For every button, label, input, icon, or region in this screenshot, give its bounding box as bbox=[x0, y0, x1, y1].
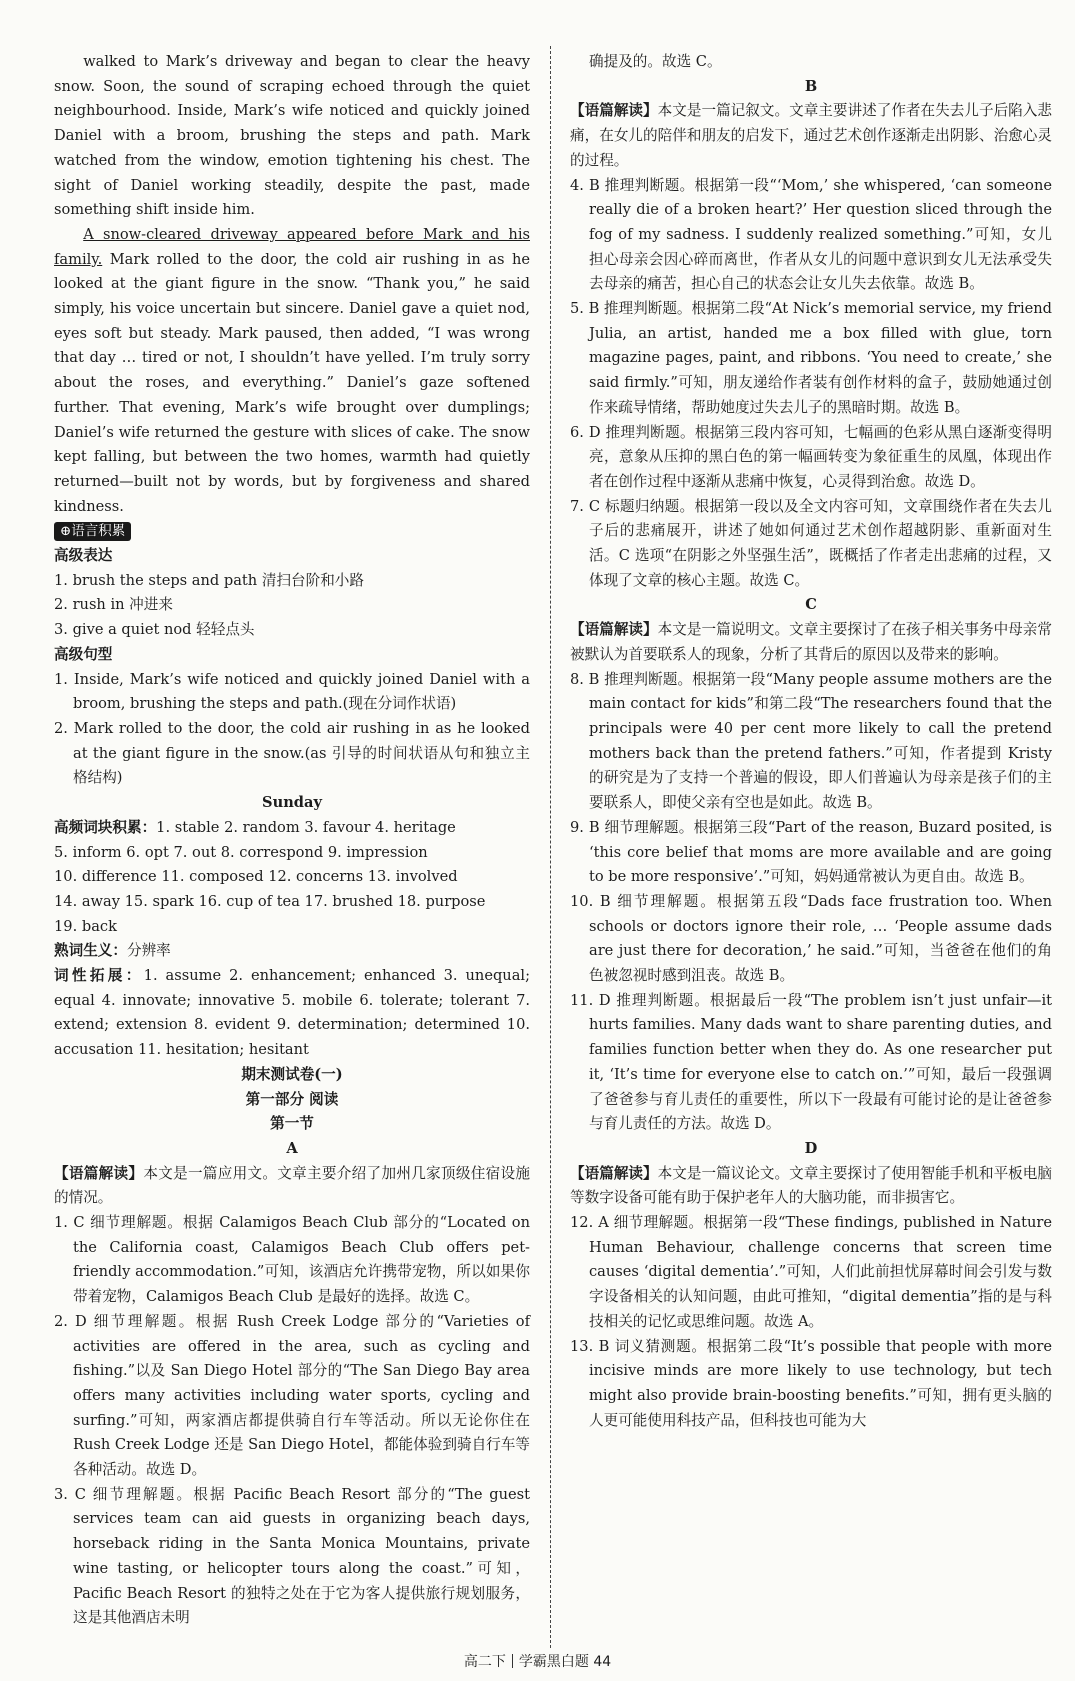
advanced-expressions-heading: 高级表达 bbox=[54, 547, 113, 565]
word-form-line bbox=[54, 964, 530, 1063]
passage-d-heading: D bbox=[804, 1139, 818, 1157]
passage-b-analysis bbox=[570, 99, 1052, 173]
sentence-item: 1. Inside, Mark’s wife noticed and quickly joined Daniel with a broom, brushing the steps and path.(现在分词作状语) bbox=[54, 670, 530, 713]
column-divider bbox=[550, 46, 551, 1648]
section-one-heading: 第一节 bbox=[270, 1115, 314, 1133]
word-form-text: 1. assume 2. enhancement; enhanced 3. unequal; equal 4. innovate; innovative 5. mobile 6. tolerate; tolerant 7. extend; extension 8. evident 9. determination; determined 10. accusation 11. hesitation; hesitant bbox=[54, 967, 530, 1059]
answer-4: 4. B 推理判断题。根据第一段“‘Mom,’ she whispered, ‘can someone really die of a broken heart?’ Her question sliced through the fog of my sadness. I suddenly realized something.”可知，女儿担心母亲会因心碎而离世，作者从女儿的问题中意识到女儿无法承受失去母亲的痛苦，担心自己的状态会让女儿失去依靠。故选 B。 bbox=[570, 176, 1052, 293]
answer-12: 12. A 细节理解题。根据第一段“These findings, published in Nature Human Behaviour, challenge concerns that screen time causes ‘digital dementia’.”可知，人们此前担忧屏幕时间会引发与数字设备相关的认知问题，由此可推知，“digital dementia”指的是与科技相关的记忆或思维问题。故选 A。 bbox=[570, 1214, 1052, 1330]
answer-9: 9. B 细节理解题。根据第三段“Part of the reason, Buzard posited, is ‘this core belief that moms are more available and are going to be more responsive’.”可知，妈妈通常被认为更自由。故选 B。 bbox=[570, 818, 1052, 886]
left-column bbox=[54, 50, 530, 1631]
word-chunk-line bbox=[54, 816, 530, 841]
final-test-title: 期末测试卷(一) bbox=[241, 1065, 343, 1083]
answer-6: 6. D 推理判断题。根据第三段内容可知，七幅画的色彩从黑白逐渐变得明亮，意象从压抑的黑白色的第一幅画转变为象征重生的凤凰，体现出作者在创作过程中逐渐从悲痛中恢复，心灵得到治愈。故选 D。 bbox=[570, 423, 1052, 490]
analysis-text: 本文是一篇应用文。文章主要介绍了加州几家顶级住宿设施的情况。 bbox=[54, 1164, 530, 1207]
right-column bbox=[570, 50, 1052, 1433]
sunday-heading: Sunday bbox=[262, 794, 322, 812]
answer-7: 7. C 标题归纳题。根据第一段以及全文内容可知，文章围绕作者在失去儿子后的悲痛展开，讲述了她如何通过艺术创作超越阴影、重新面对生活。C 选项“在阴影之外坚强生活”，既概括了作者走出悲痛的过程，又体现了文章的核心主题。故选 C。 bbox=[570, 497, 1052, 589]
analysis-label: 【语篇解读】 bbox=[570, 1164, 658, 1182]
story-paragraph-1: walked to Mark’s driveway and began to clear the heavy snow. Soon, the sound of scraping echoed through the quiet neighbourhood. Inside, Mark’s wife noticed and quickly joined Daniel with a broom, brushing the steps and path. Mark watched from the window, emotion tightening his chest. The sight of Daniel working steadily, despite the past, made something shift inside him. bbox=[54, 53, 530, 219]
expression-item: 1. brush the steps and path 清扫台阶和小路 bbox=[54, 571, 364, 589]
passage-a-analysis bbox=[54, 1162, 530, 1211]
story-paragraph-2-text: Mark rolled to the door, the cold air rushing in as he looked at the giant figure in the snow. “Thank you,” he said simply, his voice uncertain but sincere. Daniel gave a quiet nod, eyes soft but steady. Mark paused, then added, “I was wrong that day … tired or not, I shouldn’t have yelled. I’m truly sorry about the roses, and everything.” Daniel’s gaze softened further. That evening, Mark’s wife brought over dumplings; Daniel’s wife returned the gesture with slices of cake. The snow kept falling, but between the two homes, warmth had quietly returned—built not by words, but by forgiveness and shared kindness. bbox=[54, 250, 530, 515]
language-accumulation-tag: ⊕语言积累 bbox=[54, 522, 131, 541]
part-one-heading: 第一部分 阅读 bbox=[245, 1090, 339, 1108]
answer-3: 3. C 细节理解题。根据 Pacific Beach Resort 部分的“The guest services team can aid guests in organizing beach days, horseback riding in the Santa Monica Mountains, private wine tasting, or helicopter tours along the coast.”可知，Pacific Beach Resort 的独特之处在于它为客人提供旅行规划服务，这是其他酒店未明 bbox=[54, 1485, 530, 1627]
familiar-word-label: 熟词生义： bbox=[54, 942, 127, 960]
answer-2: 2. D 细节理解题。根据 Rush Creek Lodge 部分的“Varieties of activities are offered in the area, such as cycling and fishing.”以及 San Diego Hotel 部分的“The San Diego Bay area offers many activities including water sports, cycling and surfing.”可知，两家酒店都提供骑自行车等活动。所以无论你住在 Rush Creek Lodge 还是 San Diego Hotel，都能体验到骑自行车等各种活动。故选 D。 bbox=[54, 1312, 530, 1479]
analysis-label: 【语篇解读】 bbox=[570, 621, 658, 639]
answer-5: 5. B 推理判断题。根据第二段“At Nick’s memorial service, my friend Julia, an artist, handed me a box filled with glue, torn magazine pages, paint, and ribbons. ‘You need to create,’ she said firmly.”可知，朋友递给作者装有创作材料的盒子，鼓励她通过创作来疏导情绪，帮助她度过失去儿子的黑暗时期。故选 B。 bbox=[570, 300, 1052, 416]
passage-c-analysis bbox=[570, 618, 1052, 667]
word-chunk-line: 10. difference 11. composed 12. concerns 13. involved bbox=[54, 868, 458, 886]
familiar-word-text: 分辨率 bbox=[126, 942, 171, 960]
passage-b-heading: B bbox=[804, 77, 818, 95]
answer-10: 10. B 细节理解题。根据第五段“Dads face frustration too. When schools or doctors ignore their role, … ‘People assume dads are just there for decoration,’ he said.”可知，当爸爸在他们的角色被忽视时感到沮丧。故选 B。 bbox=[570, 892, 1052, 985]
page-number: 44 bbox=[593, 1654, 612, 1670]
answer-1: 1. C 细节理解题。根据 Calamigos Beach Club 部分的“Located on the California coast, Calamigos Beach Club offers pet-friendly accommodation.”可知，该酒店允许携带宠物，所以如果你带着宠物，Calamigos Beach Club 是最好的选择。故选 C。 bbox=[54, 1214, 530, 1306]
word-form-label: 词性拓展： bbox=[54, 967, 144, 985]
underlined-sentence: A snow-cleared driveway appeared before Mark and his family. bbox=[54, 225, 530, 268]
analysis-label: 【语篇解读】 bbox=[570, 102, 658, 120]
language-accumulation-heading bbox=[54, 519, 530, 544]
analysis-text: 本文是一篇记叙文。文章主要讲述了作者在失去儿子后陷入悲痛，在女儿的陪伴和朋友的启发下，通过艺术创作逐渐走出阴影、治愈心灵的过程。 bbox=[570, 102, 1052, 169]
footer-series: 学霸黑白题 bbox=[518, 1654, 589, 1670]
page-footer bbox=[0, 1651, 1075, 1671]
answer-8: 8. B 推理判断题。根据第一段“Many people assume mothers are the main contact for kids”和第二段“The researchers found that the principals were 40 per cent more likely to call the pretend mothers back than the pretend fathers.”可知，作者提到 Kristy 的研究是为了支持一个普遍的假设，即人们普遍认为母亲是孩子们的主要联系人，即使父亲有空也是如此。故选 B。 bbox=[570, 670, 1052, 812]
passage-a-heading: A bbox=[286, 1139, 298, 1157]
analysis-text: 本文是一篇议论文。文章主要探讨了使用智能手机和平板电脑等数字设备可能有助于保护老年人的大脑功能，而非损害它。 bbox=[570, 1164, 1052, 1207]
sentence-item: 2. Mark rolled to the door, the cold air rushing in as he looked at the giant figure in the snow.(as 引导的时间状语从句和独立主格结构) bbox=[54, 719, 530, 787]
familiar-word-line bbox=[54, 939, 530, 964]
advanced-sentences-heading: 高级句型 bbox=[54, 645, 113, 663]
word-chunk-line: 14. away 15. spark 16. cup of tea 17. brushed 18. purpose bbox=[54, 892, 486, 910]
word-chunk-line: 19. back bbox=[54, 917, 117, 935]
analysis-label: 【语篇解读】 bbox=[54, 1164, 144, 1182]
footer-separator bbox=[512, 1654, 513, 1668]
story-paragraph-2 bbox=[54, 223, 530, 519]
expression-item: 3. give a quiet nod 轻轻点头 bbox=[54, 621, 255, 639]
passage-c-heading: C bbox=[805, 596, 817, 614]
footer-grade: 高二下 bbox=[463, 1654, 506, 1670]
answer-3-continued: 确提及的。故选 C。 bbox=[589, 53, 722, 70]
expression-item: 2. rush in 冲进来 bbox=[54, 596, 173, 614]
analysis-text: 本文是一篇说明文。文章主要探讨了在孩子相关事务中母亲常被默认为首要联系人的现象，分析了其背后的原因以及带来的影响。 bbox=[570, 621, 1052, 663]
answer-13: 13. B 词义猜测题。根据第二段“It’s possible that people with more incisive minds are more likely to use technology, but tech might also provide brain-boosting benefits.”可知，拥有更头脑的人更可能使用科技产品，但科技也可能为大 bbox=[570, 1337, 1052, 1429]
answer-11: 11. D 推理判断题。根据最后一段“The problem isn’t just unfair—it hurts families. Many dads want to share parenting duties, and families function better when they do. As one researcher put it, ‘It’s time for everyone else to catch on.’”可知，最后一段强调了爸爸参与育儿责任的重要性，所以下一段最有可能讨论的是让爸爸参与育儿责任的方法。故选 D。 bbox=[570, 991, 1052, 1133]
word-chunk-line: 5. inform 6. opt 7. out 8. correspond 9. impression bbox=[54, 843, 428, 861]
word-chunk-text: 1. stable 2. random 3. favour 4. heritage bbox=[156, 818, 456, 836]
word-chunk-label: 高频词块积累： bbox=[54, 818, 157, 836]
passage-d-analysis bbox=[570, 1162, 1052, 1211]
